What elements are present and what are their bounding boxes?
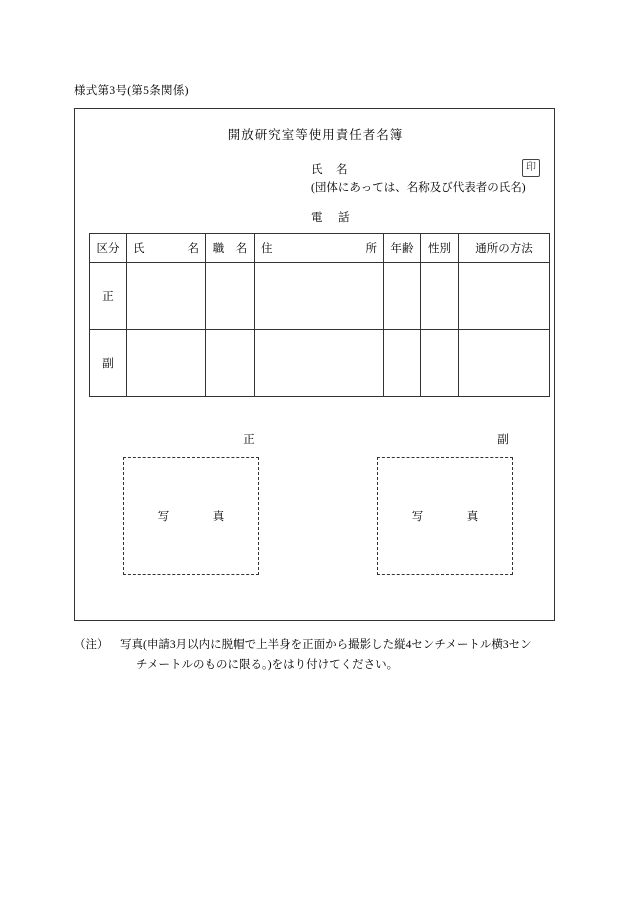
cell-kubun-deputy: 副 [90,330,127,397]
photo-labels [89,431,542,449]
form-number: 様式第3号(第5条関係) [74,85,189,97]
responsible-person-table [89,233,550,397]
cell-tsusho-primary[interactable] [459,263,550,330]
name-subtext: (団体にあっては、名称及び代表者の氏名) [311,182,526,194]
header-shimei-right: 名 [187,243,199,255]
seal-stamp-icon: 印 [522,159,540,177]
cell-jusho-primary[interactable] [255,263,384,330]
cell-shimei-primary[interactable] [127,263,206,330]
header-shokumei: 職 名 [206,234,255,263]
cell-nenrei-primary[interactable] [384,263,421,330]
cell-shokumei-deputy[interactable] [206,330,255,397]
cell-kubun-primary: 正 [90,263,127,330]
photo-label-primary: 正 [243,434,255,446]
cell-jusho-deputy[interactable] [255,330,384,397]
name-field-block [311,161,526,197]
footnote-line1: 写真(申請3月以内に脱帽で上半身を正面から撮影した縦4センチメートル横3セン [120,639,532,651]
photo-box-primary[interactable] [123,457,259,575]
header-jusho-right: 所 [365,243,377,255]
page-title: 開放研究室等使用責任者名簿 [227,128,404,142]
header-seibetsu: 性別 [421,234,459,263]
header-tsusho: 通所の方法 [459,234,550,263]
cell-nenrei-deputy[interactable] [384,330,421,397]
cell-tsusho-deputy[interactable] [459,330,550,397]
photo-caption-primary: 写 真 [157,511,241,523]
cell-seibetsu-primary[interactable] [421,263,459,330]
header-nenrei: 年齢 [384,234,421,263]
cell-shokumei-primary[interactable] [206,263,255,330]
table-row [90,330,550,397]
name-label: 氏 名 [311,164,349,176]
photo-label-deputy: 副 [497,434,509,446]
header-jusho [255,234,384,263]
header-shimei [127,234,206,263]
header-jusho-left: 住 [261,243,273,255]
form-frame [74,108,555,621]
cell-seibetsu-deputy[interactable] [421,330,459,397]
header-shimei-left: 氏 [133,243,145,255]
table-row [90,263,550,330]
cell-shimei-deputy[interactable] [127,330,206,397]
footnote-label: （注） [74,639,109,651]
header-kubun: 区分 [90,234,127,263]
tel-label: 電 話 [311,212,352,224]
footnote-line2: チメートルのものに限る。)をはり付けてください。 [136,659,399,671]
footnote-body [120,635,550,675]
photo-box-deputy[interactable] [377,457,513,575]
table-header-row [90,234,550,263]
photo-caption-deputy: 写 真 [411,511,495,523]
